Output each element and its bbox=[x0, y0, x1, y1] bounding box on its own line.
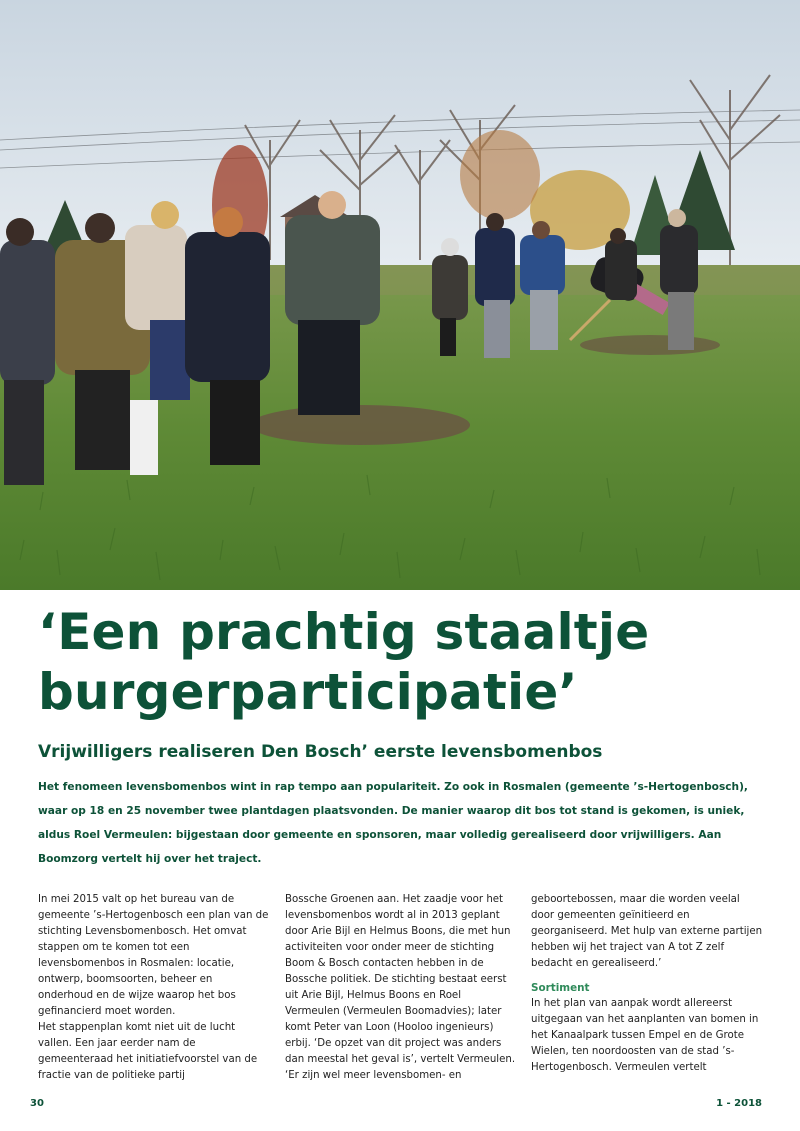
page-number: 30 bbox=[30, 1098, 44, 1109]
issue-label: 1 - 2018 bbox=[716, 1098, 762, 1109]
article-subtitle: Vrijwilligers realiseren Den Bosch’ eerste levensbomenbos bbox=[38, 742, 603, 762]
article-title bbox=[38, 602, 778, 722]
title-line-1: ‘Een prachtig staaltje bbox=[38, 603, 650, 661]
body-paragraph: Bossche Groenen aan. Het zaadje voor het levensbomenbos wordt al in 2013 geplant door Arie Bijl en Helmus Boons, die met hun activiteiten voor onder meer de stichting Boom & Bosch contacten hebben in de Bossche politiek. De stichting bestaat eerst uit Arie Bijl, Helmus Boons en Roel Vermeulen (Vermeulen Boomadvies); later komt Peter van Loon (Hooloo ingenieurs) erbij. ‘De opzet van dit project was anders dan meestal het geval is’, vertelt Vermeulen. ‘Er zijn wel meer levensbomen- en bbox=[285, 894, 516, 1081]
section-heading: Sortiment bbox=[531, 982, 590, 994]
body-column-1 bbox=[38, 892, 270, 1084]
body-paragraph: In mei 2015 valt op het bureau van de gemeente ’s-Hertogenbosch een plan van de stichting Levensbomenbosch. Het omvat stappen om te komen tot een levensbomenbos in Rosmalen: locatie, ontwerp, boomsoorten, beheer en onderhoud en de wijze waarop het bos gefinancierd moet worden. bbox=[38, 894, 269, 1017]
body-paragraph: Het stappenplan komt niet uit de lucht vallen. Een jaar eerder nam de gemeenteraad het initiatiefvoorstel van de fractie van de politieke partij bbox=[38, 1022, 258, 1081]
body-paragraph: In het plan van aanpak wordt allereerst uitgegaan van het aanplanten van bomen in het Kanaalpark tussen Empel en de Grote Wielen, ten noordoosten van de stad ’s-Hertogenbosch. Vermeulen vertelt bbox=[531, 998, 759, 1073]
body-column-3 bbox=[531, 892, 763, 1076]
article-intro: Het fenomeen levensbomenbos wint in rap tempo aan populariteit. Zo ook in Rosmalen (gemeente ’s-Hertogenbosch), waar op 18 en 25 november twee plantdagen plaatsvonden. De manier waarop dit bos tot stand is gekomen, is uniek, aldus Roel Vermeulen: bijgestaan door gemeente en sponsoren, maar volledig gerealiseerd door vrijwilligers. Aan Boomzorg vertelt hij over het traject. bbox=[38, 781, 748, 865]
body-paragraph: geboortebossen, maar die worden veelal door gemeenten geïnitieerd en georganiseerd. Met hulp van externe partijen hebben wij het traject van A tot Z zelf bedacht en gerealiseerd.’ bbox=[531, 894, 763, 969]
title-line-2: burgerparticipatie’ bbox=[38, 663, 578, 721]
body-column-2 bbox=[285, 892, 517, 1084]
